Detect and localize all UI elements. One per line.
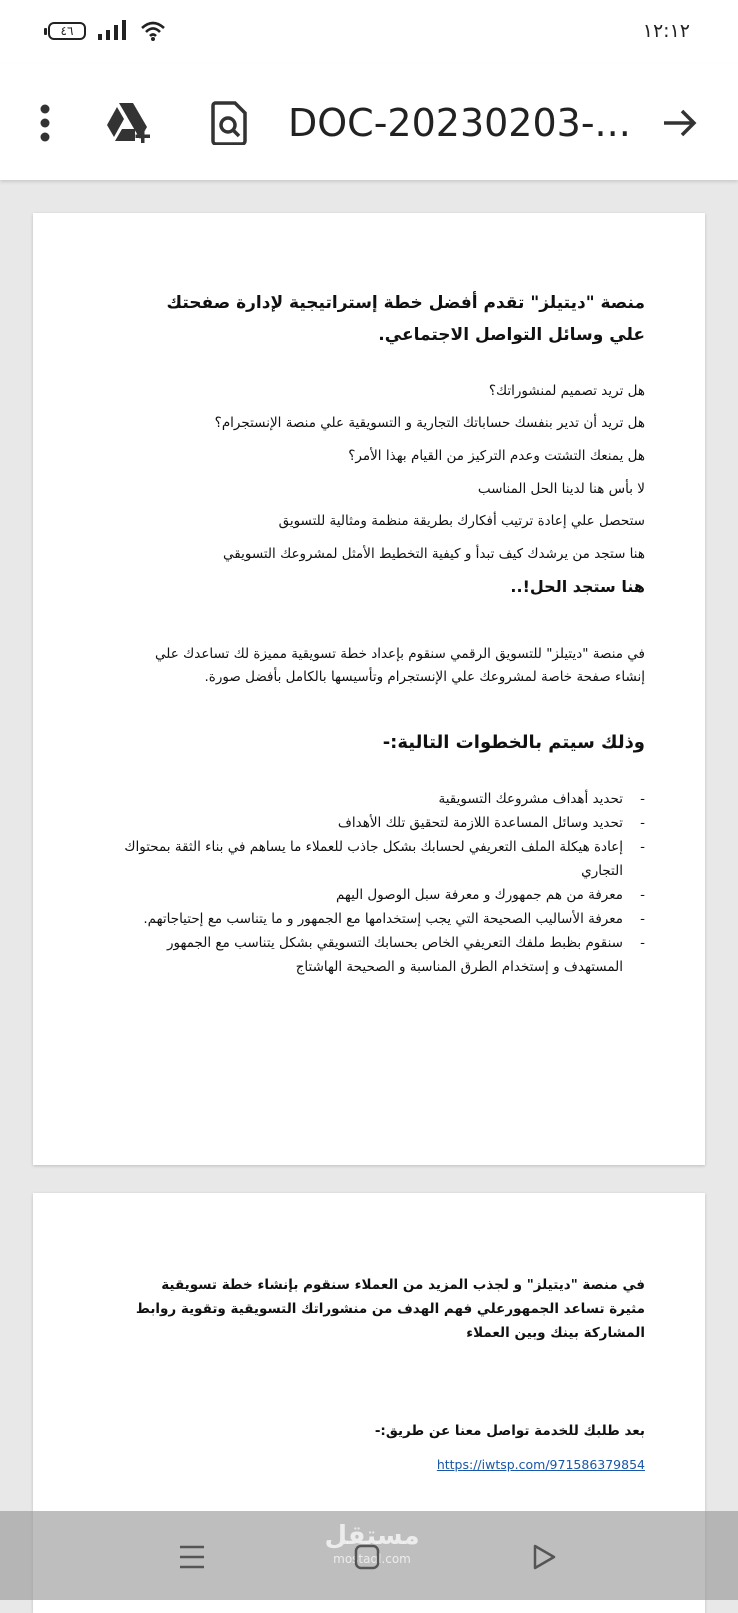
contact-link[interactable]: https://iwtsp.com/971586379854 xyxy=(436,1457,645,1472)
step-text: إعادة هيكلة الملف التعريفي لحسابك بشكل جاذب للعملاء ما يساهم في بناء الثقة بمحتواك التجاري xyxy=(124,839,623,879)
recent-apps-button[interactable] xyxy=(170,1535,214,1579)
question-line: هنا ستجد من يرشدك كيف تبدأ و كيفية التخطيط الأمثل لمشروعك التسويقي xyxy=(223,546,645,562)
list-item xyxy=(105,931,645,979)
add-to-drive-icon xyxy=(105,101,153,145)
steps-title: وذلك سيتم بالخطوات التالية:- xyxy=(382,732,645,753)
list-item xyxy=(105,907,645,931)
list-item xyxy=(105,883,645,907)
bullet-dash: - xyxy=(640,815,645,831)
wifi-icon xyxy=(140,20,166,42)
back-button[interactable] xyxy=(522,1535,566,1579)
watermark-logo: مستقل xyxy=(324,1521,420,1551)
question-line: لا بأس هنا لدينا الحل المناسب xyxy=(477,481,645,497)
document-title: DOC-20230203-... xyxy=(288,101,631,145)
menu-icon xyxy=(178,1544,206,1570)
step-text: تحديد وسائل المساعدة اللازمة لتحقيق تلك الأهداف xyxy=(337,815,623,831)
watermark-url: mostaql.com xyxy=(333,1552,411,1566)
find-in-page-button[interactable] xyxy=(204,98,254,148)
intro-paragraph: في منصة "ديتيلز" للتسويق الرقمي سنقوم بإعداد خطة تسويقية مميزة لك تساعدك علي إنشاء صفحة خاصة لمشروعك علي الإنستجرام وتأسيسها بالكامل بأفضل صورة. xyxy=(155,646,645,685)
list-item xyxy=(105,787,645,811)
step-text: سنقوم بظبط ملفك التعريفي الخاص بحسابك التسويقي بشكل يتناسب مع الجمهور المستهدف و إستخدام الطرق المناسبة و الصحيحة الهاشتاج xyxy=(167,935,623,975)
steps-list xyxy=(105,787,645,979)
question-line: هل يمنعك التشتت وعدم التركيز من القيام بهذا الأمر؟ xyxy=(348,448,645,464)
bullet-dash: - xyxy=(640,887,645,903)
back-triangle-icon xyxy=(531,1543,557,1571)
bullet-dash: - xyxy=(640,911,645,927)
more-options-button[interactable] xyxy=(20,98,70,148)
list-item xyxy=(105,811,645,835)
contact-label: بعد طلبك للخدمة تواصل معنا عن طريق:- xyxy=(374,1423,645,1439)
document-page-1 xyxy=(33,213,705,1165)
home-square-icon xyxy=(354,1544,380,1570)
battery-icon: ٤٦ xyxy=(48,22,86,40)
page2-paragraph: في منصة "ديتيلز" و لجذب المزيد من العملاء سنقوم بإنشاء خطة تسويقية مثيرة تساعد الجمهورعلي فهم الهدف من منشوراتك التسويقية وتقوية روابط المشاركة بينك وبين العملاء xyxy=(135,1277,645,1341)
status-time: ١٢:١٢ xyxy=(642,20,690,42)
app-bar xyxy=(0,64,738,180)
page-heading: منصة "ديتيلز" تقدم أفضل خطة إستراتيجية لإدارة صفحتك علي وسائل التواصل الاجتماعي. xyxy=(166,293,645,345)
bullet-dash: - xyxy=(640,935,645,951)
question-line: هل تريد أن تدير بنفسك حساباتك التجارية و التسويقية علي منصة الإنستجرام؟ xyxy=(214,415,645,431)
home-button[interactable] xyxy=(345,1535,389,1579)
list-item xyxy=(105,835,645,883)
navigation-bar xyxy=(0,1511,738,1600)
more-vert-icon xyxy=(39,103,51,143)
bullet-dash: - xyxy=(640,839,645,855)
solution-heading: هنا ستجد الحل!.. xyxy=(510,577,645,596)
status-bar xyxy=(0,0,738,64)
bullet-dash: - xyxy=(640,791,645,807)
question-line: هل تريد تصميم لمنشوراتك؟ xyxy=(488,383,645,399)
question-line: ستحصل علي إعادة ترتيب أفكارك بطريقة منظمة ومثالية للتسويق xyxy=(278,513,645,529)
step-text: تحديد أهداف مشروعك التسويقية xyxy=(438,791,623,807)
add-to-drive-button[interactable] xyxy=(104,98,154,148)
step-text: معرفة من هم جمهورك و معرفة سبل الوصول اليهم xyxy=(335,887,623,903)
forward-button[interactable] xyxy=(655,98,705,148)
arrow-forward-icon xyxy=(662,107,698,139)
step-text: معرفة الأساليب الصحيحة التي يجب إستخدامها مع الجمهور و ما يتناسب مع إحتياجاتهم. xyxy=(143,911,623,927)
signal-icon xyxy=(98,20,128,42)
find-in-page-icon xyxy=(211,101,247,145)
